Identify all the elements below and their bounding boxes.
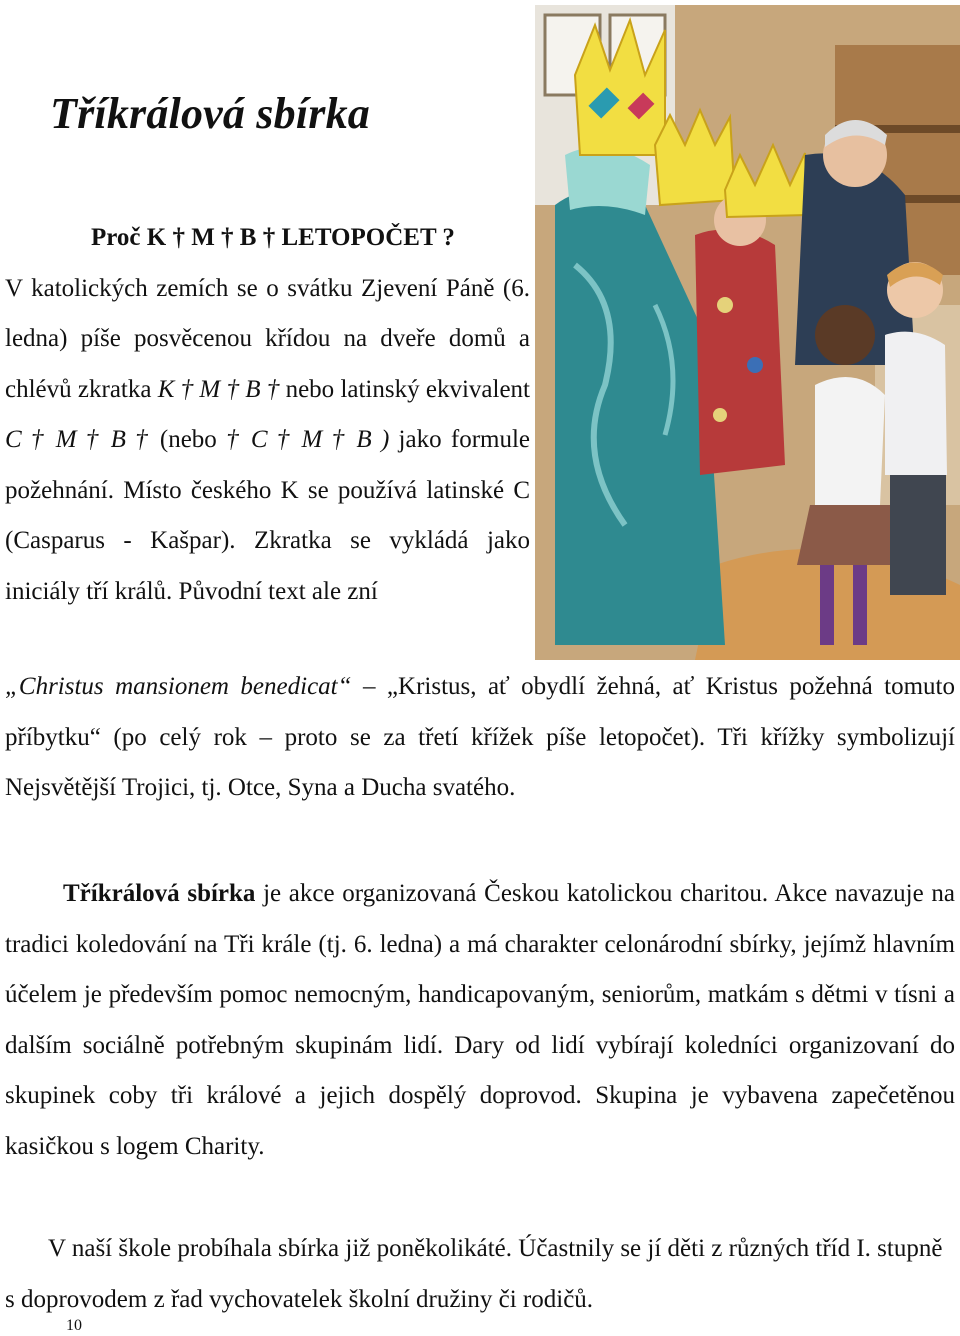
charity-paragraph — [5, 869, 955, 1172]
charity-text: je akce organizovaná Českou katolickou charitou. Akce navazuje na tradici koledování na Tři krále (tj. 6. ledna) a má charakter celonárodní sbírky, jejímž hlavním účelem je především pomoc nemocným, handicapovaným, seniorům, matkám s dětmi v tísni a dalším sociálně potřebným skupinám lidí. Dary od lidí vybírají koledníci organizovaní do skupinek coby tři králové a jejich dospělý doprovod. Skupina je vybavena zapečetěnou kasičkou s logem Charity. — [5, 880, 955, 1160]
intro-text-1: V katolických zemích se o svátku Zjevení Páně (6. ledna) píše posvěcenou křídou na dveře domů a chlévů zkratka — [5, 274, 530, 403]
abbr-kmb: K † M † B † — [157, 375, 280, 403]
latin-translation: – „Kristus, ať obydlí žehná, ať Kristus požehná tomuto příbytku“ (po celý rok – proto se za třetí křížek píše letopočet). Tři křížky symbolizují Nejsvětější Trojici, tj. Otce, Syna a Ducha svatého. — [5, 673, 955, 801]
photo-illustration — [535, 5, 960, 660]
intro-question: Proč K † M † B † LETOPOČET ? — [91, 224, 455, 251]
intro-text-2: nebo latinský ekvivalent — [279, 375, 530, 403]
photo-three-kings-children — [535, 5, 960, 660]
intro-text-3: (nebo — [150, 426, 227, 453]
charity-name: Tříkrálová sbírka — [63, 880, 256, 907]
abbr-cmb-alt: † C † M † B ) — [226, 426, 390, 453]
page-title: Tříkrálová sbírka — [50, 89, 370, 138]
latin-paragraph — [5, 662, 955, 814]
abbr-cmb: C † M † B † — [5, 426, 151, 453]
latin-quote: „Christus mansionem benedicat“ — [5, 673, 352, 700]
page-number: 10 — [66, 1317, 82, 1334]
intro-text-4: jako formule požehnání. Místo českého K se používá latinské C (Casparus - Kašpar). Zkratka se vykládá jako iniciály tří králů. Původní text ale zní — [5, 426, 531, 605]
school-paragraph — [5, 1224, 955, 1325]
intro-paragraph — [5, 213, 530, 617]
school-text: V naší škole probíhala sbírka již poněkolikáté. Účastnily se jí děti z různých tříd I. stupně s doprovodem z řad vychovatelek školní družiny či rodičů. — [5, 1235, 943, 1313]
